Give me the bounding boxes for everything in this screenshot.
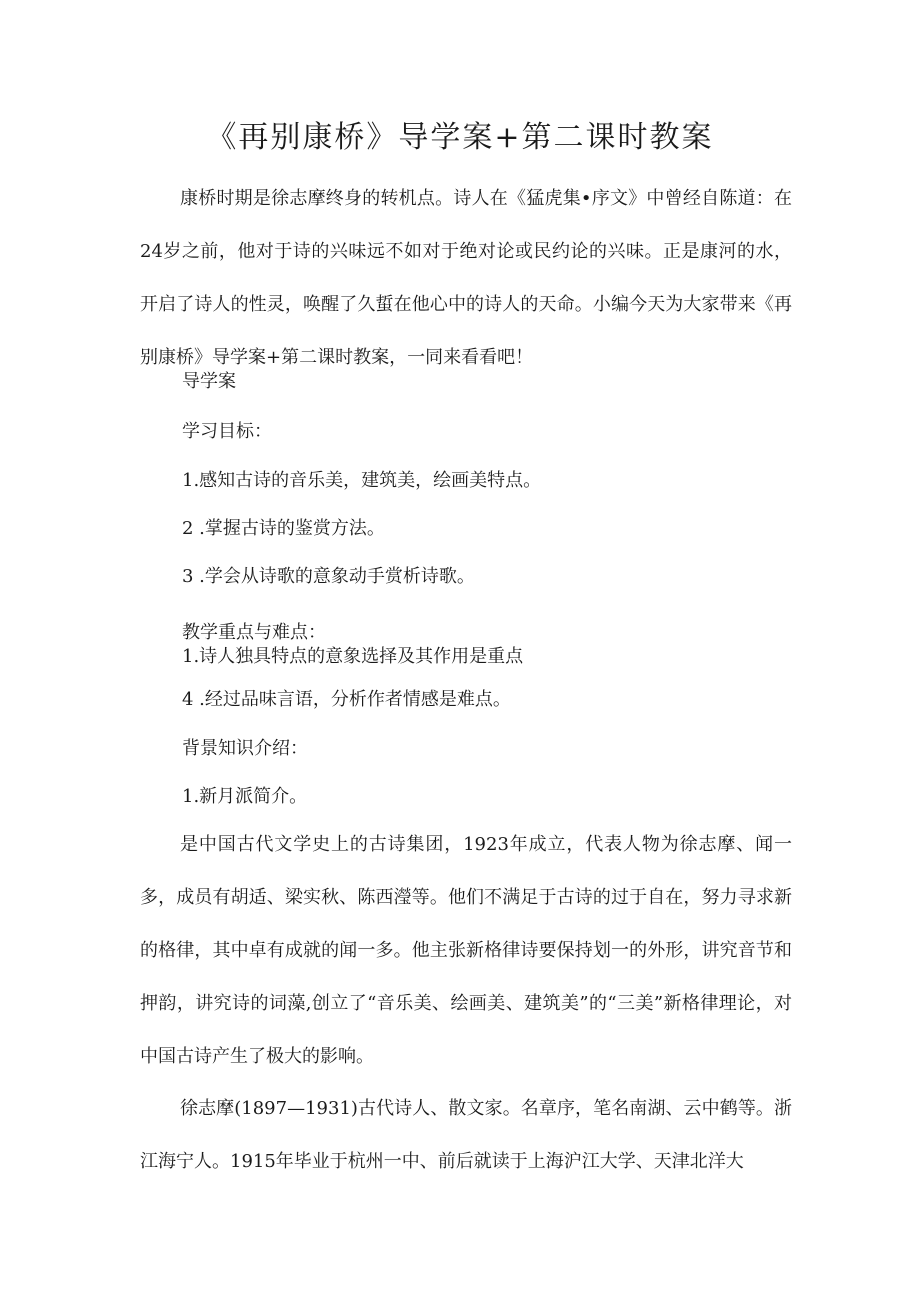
objectives-heading: 学习目标： xyxy=(182,421,272,442)
document-title: 《再别康桥》导学案+第二课时教案 xyxy=(206,120,714,155)
background-item-1: 1.新月派简介。 xyxy=(182,786,308,807)
objective-item-1: 1.感知古诗的音乐美，建筑美，绘画美特点。 xyxy=(182,470,542,491)
guide-heading: 导学案 xyxy=(182,371,236,392)
xu-zhimo-paragraph: 徐志摩(1897—1931)古代诗人、散文家。名章序，笔名南湖、云中鹤等。浙江海宁人。1915年毕业于杭州一中、前后就读于上海沪江大学、天津北洋大 xyxy=(140,1098,792,1172)
objective-item-3: 3 .学会从诗歌的意象动手赏析诗歌。 xyxy=(182,566,475,587)
key-point-item-1: 1.诗人独具特点的意象选择及其作用是重点 xyxy=(182,646,524,667)
objective-item-2: 2 .掌握古诗的鉴赏方法。 xyxy=(182,518,385,539)
key-point-item-2: 4 .经过品味言语，分析作者情感是难点。 xyxy=(182,689,511,710)
background-heading: 背景知识介绍： xyxy=(182,738,308,759)
key-points-heading: 教学重点与难点： xyxy=(182,622,326,643)
intro-paragraph: 康桥时期是徐志摩终身的转机点。诗人在《猛虎集•序文》中曾经自陈道：在24岁之前，他对于诗的兴味远不如对于绝对论或民约论的兴味。正是康河的水，开启了诗人的性灵，唤醒了久蜇在他心中的诗人的天命。小编今天为大家带来《再别康桥》导学案+第二课时教案，一同来看看吧！ xyxy=(140,188,792,368)
crescent-society-paragraph: 是中国古代文学史上的古诗集团，1923年成立，代表人物为徐志摩、闻一多，成员有胡适、梁实秋、陈西瀅等。他们不满足于古诗的过于自在，努力寻求新的格律，其中卓有成就的闻一多。他主张新格律诗要保持划一的外形，讲究音节和押韵，讲究诗的词藻,创立了“音乐美、绘画美、建筑美”的“三美”新格律理论，对中国古诗产生了极大的影响。 xyxy=(140,834,792,1067)
